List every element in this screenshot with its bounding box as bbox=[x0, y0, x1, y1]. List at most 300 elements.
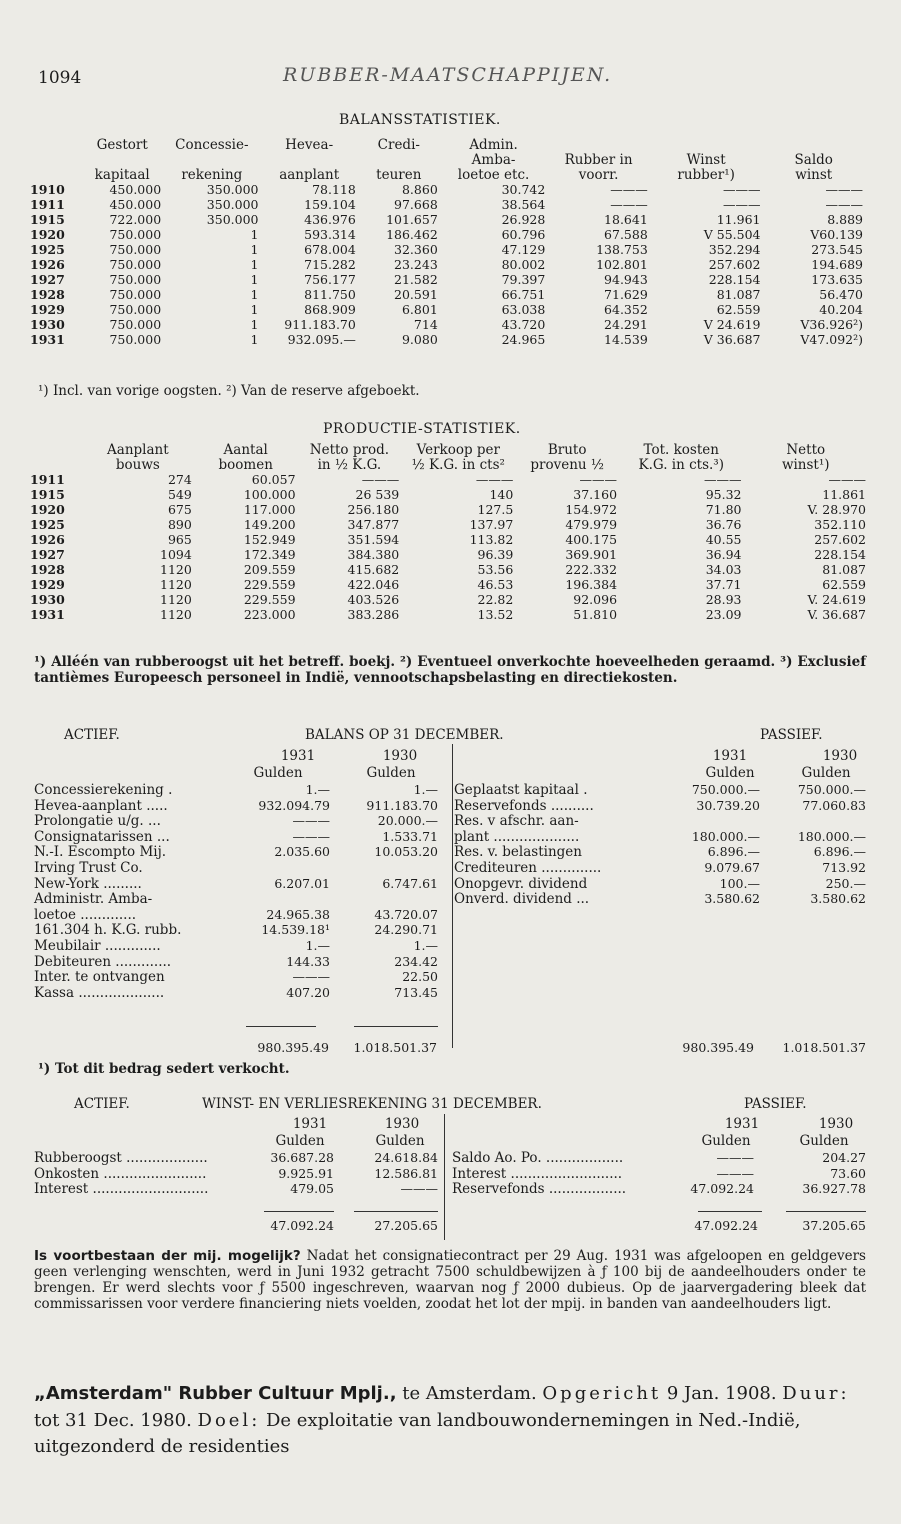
actief-value-1931: 932.094.79 bbox=[258, 797, 330, 813]
actief-value-1930: 20.000.— bbox=[377, 813, 438, 829]
passief-value-1930: 77.060.83 bbox=[802, 797, 866, 813]
value-cell: 159.104 bbox=[304, 197, 356, 213]
doel-label: Doel: bbox=[197, 1409, 261, 1431]
value-cell: 113.82 bbox=[469, 532, 514, 548]
value-cell: ——— bbox=[825, 197, 863, 213]
value-cell: 1120 bbox=[160, 592, 192, 608]
value-cell: 756.177 bbox=[304, 272, 356, 288]
value-cell: V47.092²) bbox=[800, 332, 863, 348]
value-cell: 23.243 bbox=[394, 257, 438, 273]
value-cell: ——— bbox=[825, 182, 863, 198]
value-cell: 222.332 bbox=[565, 562, 618, 578]
company-paragraph bbox=[34, 1381, 866, 1461]
value-cell: ——— bbox=[579, 472, 618, 488]
table-row bbox=[30, 258, 865, 273]
value-cell: 22.82 bbox=[477, 592, 514, 608]
value-cell: V 55.504 bbox=[703, 227, 761, 243]
passief-row bbox=[454, 782, 866, 797]
value-cell: 46.53 bbox=[477, 577, 514, 593]
value-cell: 350.000 bbox=[206, 197, 259, 213]
table-row bbox=[30, 198, 865, 213]
actief-value-1930: 10.053.20 bbox=[374, 844, 438, 860]
year-cell: 1915 bbox=[30, 487, 65, 503]
value-cell: 257.602 bbox=[814, 532, 866, 548]
passief-row bbox=[454, 876, 866, 891]
value-cell: 186.462 bbox=[386, 227, 438, 243]
value-cell: 1 bbox=[250, 242, 259, 258]
value-cell: 750.000 bbox=[109, 227, 162, 243]
actief-item-label: Hevea-aanplant ..... bbox=[34, 797, 168, 814]
value-cell: 172.349 bbox=[243, 547, 296, 563]
balansstatistiek-title: BALANSSTATISTIEK. bbox=[339, 112, 501, 128]
value-cell: 750.000 bbox=[109, 242, 162, 258]
table-row bbox=[30, 533, 868, 548]
value-cell: V. 36.687 bbox=[807, 607, 866, 623]
actief-row bbox=[34, 891, 444, 906]
value-cell: 229.559 bbox=[243, 592, 296, 608]
header-cell: Gestort bbox=[96, 136, 148, 153]
year-cell: 1928 bbox=[30, 562, 65, 578]
value-cell: 66.751 bbox=[501, 287, 546, 303]
value-cell: 1120 bbox=[160, 562, 192, 578]
value-cell: 678.004 bbox=[304, 242, 356, 258]
passief-row bbox=[454, 891, 866, 906]
actief-row bbox=[34, 813, 444, 828]
wv-passief-label: PASSIEF. bbox=[744, 1096, 807, 1112]
passief-value-1930: 713.92 bbox=[822, 860, 866, 875]
value-cell: 13.52 bbox=[477, 607, 514, 623]
passief-row bbox=[452, 1150, 866, 1165]
value-cell: 750.000 bbox=[109, 257, 162, 273]
actief-value-1930: 1.533.71 bbox=[382, 828, 438, 844]
table-row bbox=[30, 318, 865, 333]
value-cell: 51.810 bbox=[573, 607, 618, 623]
value-cell: 81.087 bbox=[822, 562, 866, 578]
year-cell: 1928 bbox=[30, 287, 65, 303]
actief-item-label: Concessierekening . bbox=[34, 782, 173, 798]
value-cell: 67.588 bbox=[604, 227, 648, 243]
value-cell: V60.139 bbox=[810, 227, 863, 243]
value-cell: 80.002 bbox=[501, 257, 546, 273]
value-cell: 140 bbox=[489, 487, 514, 503]
header-cell: Admin. bbox=[469, 136, 518, 153]
value-cell: 715.282 bbox=[304, 257, 356, 273]
value-cell: 26.928 bbox=[501, 212, 546, 228]
value-cell: 479.979 bbox=[565, 517, 618, 533]
table-row bbox=[30, 213, 865, 228]
passief-item-label: Res. v afschr. aan- bbox=[454, 813, 579, 830]
header-cell: provenu ½ bbox=[530, 456, 604, 473]
balans-passief-label: PASSIEF. bbox=[760, 727, 823, 743]
company-name: „Amsterdam" Rubber Cultuur Mplj., bbox=[34, 1383, 397, 1404]
value-cell: 36.76 bbox=[705, 517, 742, 533]
value-cell: 384.380 bbox=[347, 547, 400, 563]
year-cell: 1927 bbox=[30, 272, 65, 288]
value-cell: 369.901 bbox=[565, 547, 618, 563]
actief-row bbox=[34, 938, 444, 953]
value-cell: 6.801 bbox=[401, 302, 438, 318]
actief-value-1930: 43.720.07 bbox=[374, 906, 438, 922]
value-cell: 675 bbox=[167, 502, 192, 518]
value-cell: 56.470 bbox=[819, 287, 863, 303]
header-cell: ½ K.G. in cts² bbox=[411, 456, 505, 473]
value-cell: 60.057 bbox=[251, 472, 296, 488]
value-cell: 194.689 bbox=[811, 257, 863, 273]
value-cell: 750.000 bbox=[109, 332, 162, 348]
actief-row bbox=[34, 876, 444, 891]
value-cell: ——— bbox=[703, 472, 742, 488]
passief-row bbox=[454, 844, 866, 859]
actief-value-1931: 1.— bbox=[305, 782, 330, 797]
header-cell: bouws bbox=[115, 456, 160, 473]
value-cell: ——— bbox=[722, 182, 761, 198]
table-row bbox=[30, 288, 865, 303]
actief-item-label: Inter. te ontvangen bbox=[34, 969, 165, 986]
wv-total-actief-1931: 47.092.24 bbox=[270, 1218, 334, 1233]
value-cell: 94.943 bbox=[604, 272, 648, 288]
year-cell: 1920 bbox=[30, 502, 65, 518]
value-cell: 71.629 bbox=[604, 287, 648, 303]
header-cell bbox=[358, 153, 440, 168]
year-cell: 1931 bbox=[30, 332, 65, 348]
value-cell: 1 bbox=[250, 257, 259, 273]
passief-value-1930: 250.— bbox=[825, 875, 866, 891]
actief-row bbox=[34, 829, 444, 844]
value-cell: 79.397 bbox=[501, 272, 546, 288]
actief-value-1931: 36.687.28 bbox=[270, 1150, 334, 1165]
value-cell: ——— bbox=[828, 472, 866, 488]
actief-value-1931: ——— bbox=[292, 969, 330, 985]
header-cell bbox=[30, 168, 81, 183]
paragraph-lead: Is voortbestaan der mij. mogelijk? bbox=[34, 1248, 301, 1264]
year-cell: 1929 bbox=[30, 577, 65, 593]
value-cell: ——— bbox=[722, 197, 761, 213]
value-cell: 24.965 bbox=[501, 332, 546, 348]
header-cell bbox=[30, 138, 81, 153]
value-cell: 228.154 bbox=[814, 547, 866, 563]
value-cell: 750.000 bbox=[109, 272, 162, 288]
actief-value-1931: 407.20 bbox=[286, 984, 330, 1000]
header-cell bbox=[261, 153, 358, 168]
wv-actief-year-1: 1931 bbox=[292, 1116, 328, 1132]
passief-value-1931: 6.896.— bbox=[707, 844, 760, 860]
passief-item-label: Reservefonds .......... bbox=[454, 797, 594, 814]
year-cell: 1926 bbox=[30, 532, 65, 548]
balans-passief-year-1: 1931 bbox=[712, 748, 748, 764]
table-row bbox=[30, 563, 868, 578]
balans-passief-year-2: 1930 bbox=[822, 748, 858, 764]
actief-value-1930: 1.— bbox=[413, 938, 438, 953]
value-cell: ——— bbox=[610, 182, 648, 198]
passief-item-label: Saldo Ao. Po. .................. bbox=[452, 1150, 624, 1166]
table-row bbox=[30, 183, 865, 198]
actief-value-1930: 24.618.84 bbox=[374, 1150, 438, 1165]
value-cell: V 36.687 bbox=[703, 332, 761, 348]
actief-value-1931: 1.— bbox=[305, 938, 330, 953]
value-cell: 64.352 bbox=[604, 302, 648, 318]
value-cell: 138.753 bbox=[596, 242, 648, 258]
value-cell: 750.000 bbox=[109, 302, 162, 318]
duur-value: tot 31 Dec. 1980. bbox=[34, 1409, 198, 1431]
value-cell: 8.889 bbox=[827, 212, 863, 228]
header-cell bbox=[762, 138, 865, 153]
passief-item-label: Onopgevr. dividend bbox=[454, 875, 588, 892]
value-cell: 11.861 bbox=[822, 487, 866, 503]
passief-item-label: Crediteuren .............. bbox=[454, 860, 602, 876]
year-cell: 1925 bbox=[30, 517, 65, 533]
year-cell: 1926 bbox=[30, 257, 65, 273]
value-cell: 714 bbox=[413, 317, 438, 333]
value-cell: ——— bbox=[475, 472, 514, 488]
actief-item-label: Interest ........................... bbox=[34, 1181, 209, 1198]
passief-value-1931: 30.739.20 bbox=[696, 797, 760, 813]
header-cell bbox=[547, 138, 649, 153]
value-cell: 53.56 bbox=[477, 562, 514, 578]
actief-value-1930: 22.50 bbox=[402, 969, 438, 985]
value-cell: 152.949 bbox=[243, 532, 296, 548]
actief-item-label: Rubberoogst ................... bbox=[34, 1150, 208, 1166]
header-cell bbox=[163, 153, 260, 168]
header-cell: kapitaal bbox=[94, 166, 150, 183]
balans-total-actief-1930: 1.018.501.37 bbox=[353, 1040, 437, 1055]
value-cell: 20.591 bbox=[394, 287, 438, 303]
value-cell: 8.860 bbox=[401, 182, 438, 198]
balansstatistiek-footnote: ¹) Incl. van vorige oogsten. ²) Van de reserve afgeboekt. bbox=[38, 383, 420, 399]
header-row bbox=[30, 443, 868, 458]
header-row bbox=[30, 168, 865, 183]
passief-item-label: Interest .......................... bbox=[452, 1165, 623, 1182]
balansstatistiek-table bbox=[30, 138, 865, 348]
value-cell: 868.909 bbox=[304, 302, 356, 318]
value-cell: 1 bbox=[250, 227, 259, 243]
passief-row bbox=[454, 860, 866, 875]
table-row bbox=[30, 333, 865, 348]
header-cell: Hevea- bbox=[285, 136, 334, 153]
passief-value-1930: 750.000.— bbox=[797, 782, 866, 797]
header-cell: Verkoop per bbox=[416, 441, 500, 458]
actief-item-label: Debiteuren ............. bbox=[34, 953, 172, 970]
passief-value-1931: 100.— bbox=[719, 875, 760, 891]
header-cell: Aanplant bbox=[107, 441, 169, 458]
value-cell: 11.961 bbox=[716, 212, 761, 228]
wv-actief-label: ACTIEF. bbox=[74, 1096, 130, 1112]
passief-value-1931: 750.000.— bbox=[691, 782, 760, 797]
passief-value-1931: ——— bbox=[716, 1165, 754, 1181]
passief-value-1930: 36.927.78 bbox=[802, 1181, 866, 1197]
value-cell: 750.000 bbox=[109, 317, 162, 333]
value-cell: 24.291 bbox=[604, 317, 648, 333]
header-cell bbox=[30, 443, 82, 458]
actief-row bbox=[34, 985, 444, 1000]
wv-sum-line-1 bbox=[264, 1211, 334, 1212]
value-cell: 117.000 bbox=[243, 502, 296, 518]
doel-value: De exploitatie van landbouwondernemingen in Ned.-Indië, uitgezonderd de residenties bbox=[34, 1409, 801, 1457]
balans-actief-label: ACTIEF. bbox=[64, 727, 120, 743]
actief-item-label: Consignatarissen ... bbox=[34, 828, 170, 845]
productiestatistiek-table bbox=[30, 443, 868, 623]
value-cell: 352.294 bbox=[708, 242, 761, 258]
actief-row bbox=[34, 860, 444, 875]
actief-value-1931: 2.035.60 bbox=[274, 844, 330, 860]
value-cell: 965 bbox=[167, 532, 192, 548]
balans-actief-year-2: 1930 bbox=[382, 748, 418, 764]
value-cell: 18.641 bbox=[604, 212, 648, 228]
value-cell: 256.180 bbox=[347, 502, 400, 518]
year-cell: 1910 bbox=[30, 182, 65, 198]
actief-row bbox=[34, 1150, 439, 1165]
table-row bbox=[30, 518, 868, 533]
value-cell: 403.526 bbox=[347, 592, 400, 608]
balans-sum-line-2 bbox=[354, 1026, 438, 1027]
value-cell: ——— bbox=[610, 197, 648, 213]
table-row bbox=[30, 273, 865, 288]
table-row bbox=[30, 473, 868, 488]
wv-total-passief-1930: 37.205.65 bbox=[802, 1218, 866, 1233]
actief-item-label: Irving Trust Co. bbox=[34, 860, 143, 876]
header-row bbox=[30, 153, 865, 168]
year-cell: 1927 bbox=[30, 547, 65, 563]
header-cell: rubber¹) bbox=[677, 166, 735, 183]
header-cell: Saldo bbox=[794, 151, 833, 168]
duur-label: Duur: bbox=[782, 1383, 850, 1404]
wv-passief-unit-2: Gulden bbox=[799, 1133, 849, 1149]
value-cell: 1094 bbox=[160, 547, 192, 563]
passief-row bbox=[454, 813, 866, 828]
value-cell: 26 539 bbox=[355, 487, 400, 503]
header-cell: winst¹) bbox=[781, 456, 830, 473]
wv-actief-unit-1: Gulden bbox=[275, 1133, 325, 1149]
value-cell: 932.095.— bbox=[287, 332, 356, 348]
actief-value-1930: 713.45 bbox=[394, 984, 438, 1000]
actief-row bbox=[34, 798, 444, 813]
passief-item-label: Reservefonds .................. bbox=[452, 1181, 627, 1198]
wv-passief-unit-1: Gulden bbox=[701, 1133, 751, 1149]
actief-value-1931: ——— bbox=[292, 813, 330, 829]
value-cell: 273.545 bbox=[811, 242, 863, 258]
header-cell: voorr. bbox=[578, 166, 619, 183]
value-cell: 100.000 bbox=[243, 487, 296, 503]
actief-row bbox=[34, 782, 444, 797]
value-cell: 34.03 bbox=[705, 562, 742, 578]
value-cell: 257.602 bbox=[708, 257, 761, 273]
passief-item-label: Onverd. dividend ... bbox=[454, 891, 590, 908]
value-cell: 149.200 bbox=[243, 517, 296, 533]
passief-value-1930: 73.60 bbox=[830, 1165, 866, 1181]
value-cell: 173.635 bbox=[811, 272, 863, 288]
actief-item-label: N.-I. Escompto Mij. bbox=[34, 844, 167, 861]
header-cell: Rubber in bbox=[564, 151, 633, 168]
wv-actief-year-2: 1930 bbox=[384, 1116, 420, 1132]
value-cell: 347.877 bbox=[347, 517, 400, 533]
actief-item-label: 161.304 h. K.G. rubb. bbox=[34, 922, 182, 939]
actief-value-1930: 234.42 bbox=[394, 953, 438, 969]
header-cell: Concessie- bbox=[175, 136, 249, 153]
table-row bbox=[30, 243, 865, 258]
year-cell: 1915 bbox=[30, 212, 65, 228]
actief-value-1931: 24.965.38 bbox=[266, 906, 330, 922]
passief-value-1930: 3.580.62 bbox=[810, 891, 866, 907]
header-cell: rekening bbox=[181, 166, 243, 183]
balans-total-passief-1930: 1.018.501.37 bbox=[782, 1040, 866, 1055]
header-row bbox=[30, 138, 865, 153]
actief-value-1930: 12.586.81 bbox=[374, 1165, 438, 1181]
passief-row bbox=[454, 829, 866, 844]
value-cell: 229.559 bbox=[243, 577, 296, 593]
actief-item-label: Kassa .................... bbox=[34, 984, 165, 1001]
header-cell: teuren bbox=[376, 166, 422, 183]
value-cell: 101.657 bbox=[386, 212, 438, 228]
header-cell: Bruto bbox=[547, 441, 587, 458]
balans-footnote: ¹) Tot dit bedrag sedert verkocht. bbox=[38, 1061, 290, 1077]
value-cell: 228.154 bbox=[708, 272, 761, 288]
actief-item-label: Onkosten ........................ bbox=[34, 1165, 207, 1182]
table-row bbox=[30, 503, 868, 518]
value-cell: 350.000 bbox=[206, 212, 259, 228]
year-cell: 1931 bbox=[30, 607, 65, 623]
table-row bbox=[30, 548, 868, 563]
wv-passief-year-1: 1931 bbox=[724, 1116, 760, 1132]
balans-sum-line-1 bbox=[246, 1026, 316, 1027]
header-cell: aanplant bbox=[279, 166, 340, 183]
balans-actief-year-1: 1931 bbox=[280, 748, 316, 764]
value-cell: 154.972 bbox=[565, 502, 618, 518]
actief-value-1930: 1.— bbox=[413, 782, 438, 797]
table-row bbox=[30, 608, 868, 623]
header-cell: Aantal bbox=[223, 441, 268, 458]
value-cell: 1 bbox=[250, 317, 259, 333]
actief-row bbox=[34, 969, 444, 984]
value-cell: 137.97 bbox=[469, 517, 514, 533]
actief-row bbox=[34, 844, 444, 859]
balans-total-actief-1931: 980.395.49 bbox=[257, 1040, 329, 1055]
passief-value-1931: 47.092.24 bbox=[690, 1181, 754, 1197]
passief-value-1931: 3.580.62 bbox=[704, 891, 760, 907]
value-cell: 23.09 bbox=[705, 607, 742, 623]
header-cell: in ½ K.G. bbox=[317, 456, 382, 473]
value-cell: 352.110 bbox=[814, 517, 866, 533]
actief-value-1930: 6.747.61 bbox=[382, 875, 438, 891]
value-cell: 351.594 bbox=[347, 532, 400, 548]
actief-row bbox=[34, 1166, 439, 1181]
value-cell: 37.160 bbox=[573, 487, 618, 503]
year-cell: 1925 bbox=[30, 242, 65, 258]
actief-value-1930: 911.183.70 bbox=[366, 797, 438, 813]
value-cell: 1 bbox=[250, 287, 259, 303]
value-cell: 63.038 bbox=[501, 302, 546, 318]
header-cell: loetoe etc. bbox=[457, 166, 530, 183]
wv-title: WINST- EN VERLIESREKENING 31 DECEMBER. bbox=[202, 1096, 542, 1112]
value-cell: V. 28.970 bbox=[807, 502, 866, 518]
balans-actief-unit-2: Gulden bbox=[366, 765, 416, 781]
value-cell: V36.926²) bbox=[800, 317, 863, 333]
running-title: RUBBER-MAATSCHAPPIJEN. bbox=[283, 64, 613, 86]
header-cell bbox=[30, 458, 82, 473]
productiestatistiek-footnote: ¹) Alléén van rubberoogst uit het betreff. boekj. ²) Eventueel onverkochte hoeveelheden geraamd. ³) Exclusief tantièmes Europeesch personeel in Indië, vennootschapsbelasting en directiekosten. bbox=[34, 654, 866, 686]
paragraph-body: Nadat het consignatiecontract per 29 Aug. 1931 was afgeloopen en geldgevers geen verlenging wenschten, werd in Juni 1932 getracht 7500 schuldbewijzen à ƒ 100 bij de aandeelhouders onder te brengen. Er werd slechts voor ƒ 5500 ingeschreven, waarvan nog ƒ 2000 dubieus. Op de jaarvergadering bleek dat commissarissen voor verdere financiering niets voelden, zoodat het lot der mpij. in banden van aandeelhouders ligt. bbox=[34, 1248, 866, 1312]
value-cell: V 24.619 bbox=[703, 317, 761, 333]
actief-value-1931: ——— bbox=[292, 828, 330, 844]
value-cell: 97.668 bbox=[394, 197, 438, 213]
value-cell: 37.71 bbox=[705, 577, 742, 593]
balans-divider bbox=[452, 744, 453, 1048]
value-cell: 911.183.70 bbox=[284, 317, 356, 333]
passief-value-1930: 6.896.— bbox=[813, 844, 866, 860]
header-cell: Netto prod. bbox=[309, 441, 390, 458]
value-cell: 890 bbox=[167, 517, 192, 533]
year-cell: 1911 bbox=[30, 197, 65, 213]
value-cell: 274 bbox=[167, 472, 192, 488]
value-cell: 32.360 bbox=[394, 242, 438, 258]
